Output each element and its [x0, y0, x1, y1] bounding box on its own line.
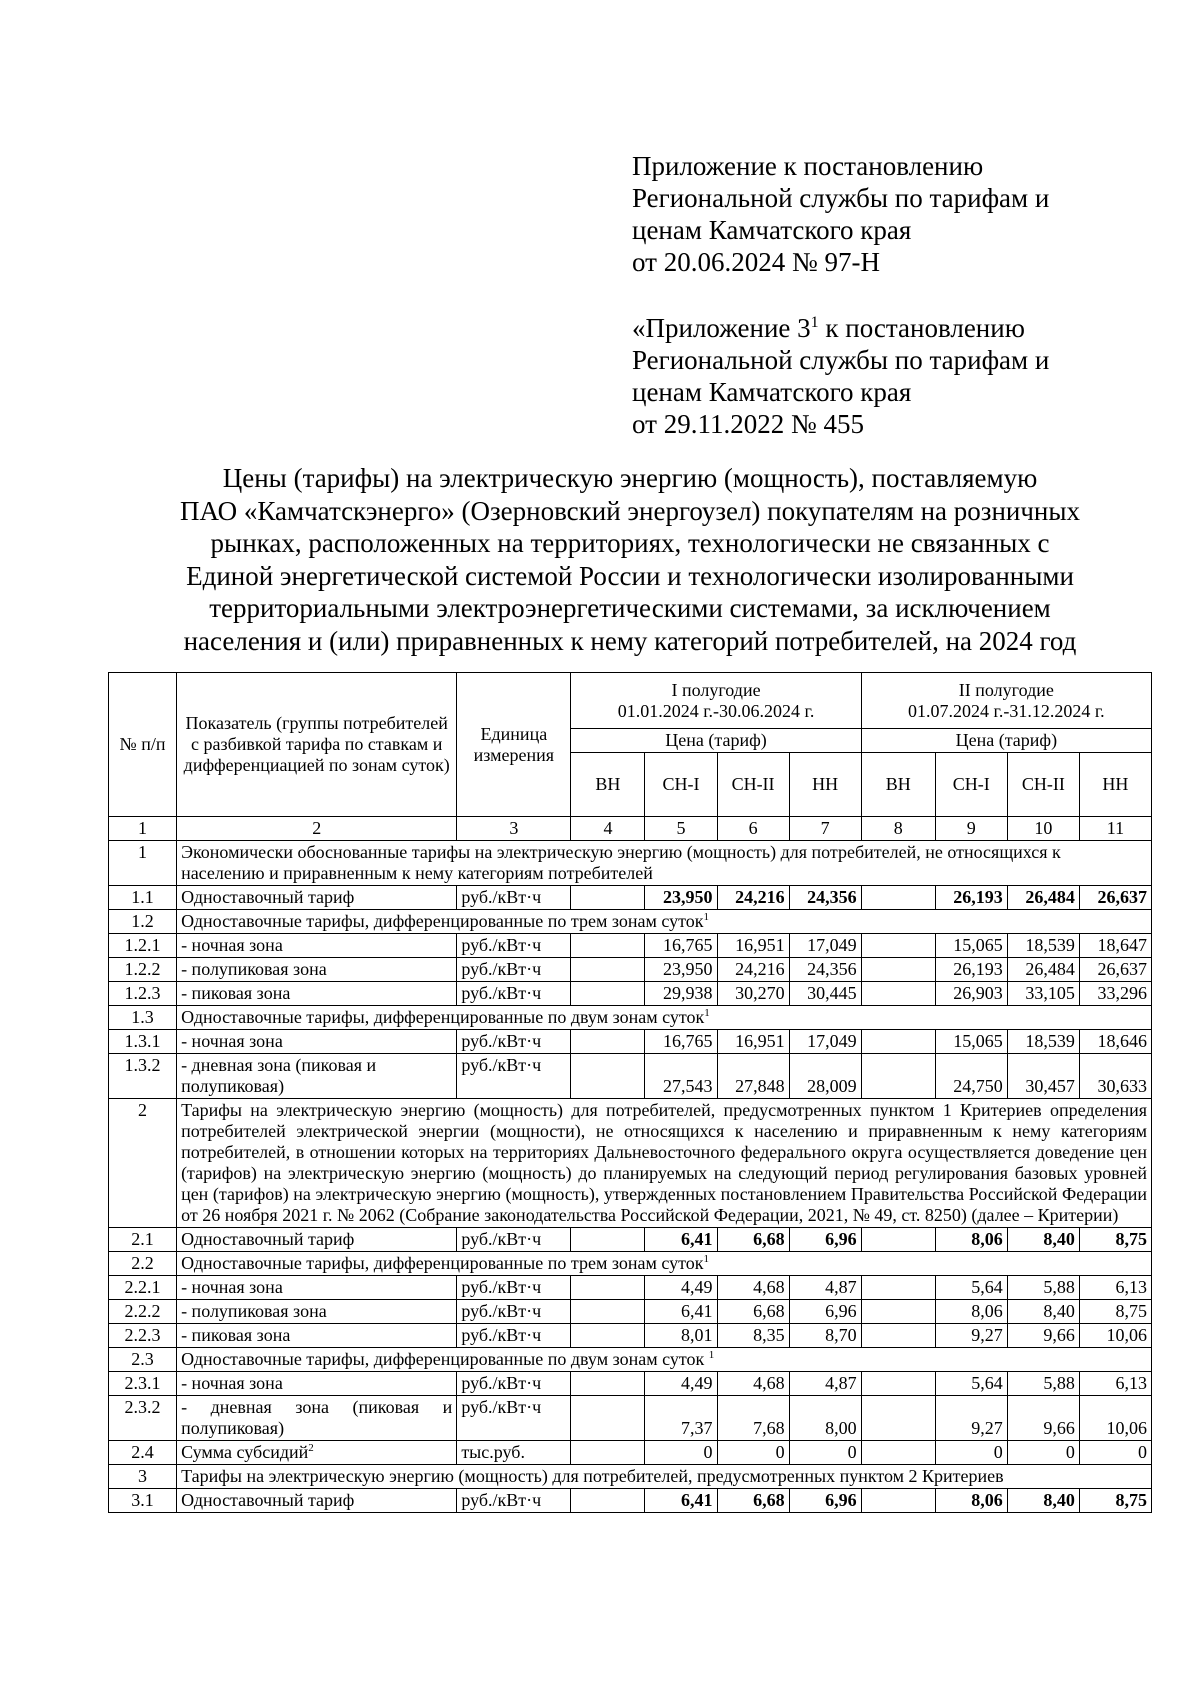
- header-num: № п/п: [109, 673, 177, 817]
- table-row: [109, 1324, 1152, 1348]
- tariff-value: [861, 886, 935, 910]
- tariff-value: 17,049: [789, 934, 861, 958]
- section-title: [177, 1252, 1152, 1276]
- indicator-text: - дневная зона (пиковая и полупиковая): [181, 1055, 377, 1096]
- indicator-text: - ночная зона: [181, 1373, 283, 1393]
- indicator-name: [177, 1324, 457, 1348]
- table-row: [109, 1228, 1152, 1252]
- tariff-value: 6,41: [645, 1300, 717, 1324]
- appendix-superscript: 1: [810, 314, 819, 331]
- tariff-value: 24,750: [935, 1054, 1007, 1099]
- unit-cell: руб./кВт·ч: [457, 1489, 571, 1513]
- indicator-name: [177, 1372, 457, 1396]
- section-title: [177, 841, 1152, 886]
- tariff-value: [571, 958, 645, 982]
- tariff-value: 26,903: [935, 982, 1007, 1006]
- tariff-value: 17,049: [789, 1030, 861, 1054]
- row-number: 2.3: [109, 1348, 177, 1372]
- row-number: 2.1: [109, 1228, 177, 1252]
- tariff-value: [861, 1030, 935, 1054]
- tariff-value: 16,951: [717, 1030, 789, 1054]
- column-number: 8: [861, 817, 935, 841]
- tariff-value: 6,96: [789, 1489, 861, 1513]
- table-row: [109, 1372, 1152, 1396]
- footnote-ref: 2: [308, 1442, 314, 1454]
- tariff-value: 8,70: [789, 1324, 861, 1348]
- tariff-value: 9,27: [935, 1396, 1007, 1441]
- section-title: [177, 1006, 1152, 1030]
- header-sn2: СН-II: [717, 753, 789, 817]
- indicator-name: [177, 1300, 457, 1324]
- tariff-value: 9,27: [935, 1324, 1007, 1348]
- section-text: Тарифы на электрическую энергию (мощность) для потребителей, предусмотренных пунктом 1 Критериев определения потребителей электрической энергии (мощности), не относящихся к населению и приравненным к нему категориям потребителей, в отношении которых на территориях Дальневосточного федерального округа осуществляется доведение цен (тарифов) на электрическую энергию (мощность) до планируемых на следующий период регулирования базовых уровней цен (тарифов) на электрическую энергию (мощность), утвержденных постановлением Правительства Российской Федерации от 26 ноября 2021 г. № 2062 (Собрание законодательства Российской Федерации, 2021, № 49, ст. 8250) (далее – Критерии): [181, 1100, 1147, 1225]
- row-number: 2: [109, 1099, 177, 1228]
- indicator-text: - ночная зона: [181, 935, 283, 955]
- appendix-line: Приложение к постановлению: [632, 151, 984, 181]
- tariff-value: 30,457: [1007, 1054, 1079, 1099]
- half2-title: II полугодие: [958, 679, 1054, 700]
- row-number: 3.1: [109, 1489, 177, 1513]
- table-row: [109, 1276, 1152, 1300]
- column-number: 4: [571, 817, 645, 841]
- row-number: 3: [109, 1465, 177, 1489]
- row-number: 2.4: [109, 1441, 177, 1465]
- footnote-ref: 1: [704, 1007, 710, 1019]
- tariff-value: 7,68: [717, 1396, 789, 1441]
- unit-cell: руб./кВт·ч: [457, 1396, 571, 1441]
- header-sn1: СН-I: [645, 753, 717, 817]
- tariff-value: 5,64: [935, 1372, 1007, 1396]
- appendix-text: к постановлению: [818, 313, 1025, 343]
- table-row: [109, 934, 1152, 958]
- header-price-1: Цена (тариф): [571, 729, 861, 753]
- row-number: 1.2: [109, 910, 177, 934]
- unit-cell: руб./кВт·ч: [457, 886, 571, 910]
- tariff-value: [571, 1441, 645, 1465]
- tariff-value: 7,37: [645, 1396, 717, 1441]
- row-number: 2.2: [109, 1252, 177, 1276]
- section-row: [109, 841, 1152, 886]
- tariff-value: [861, 1228, 935, 1252]
- footnote-ref: 1: [708, 1349, 715, 1361]
- column-number: 9: [935, 817, 1007, 841]
- tariff-value: 8,06: [935, 1228, 1007, 1252]
- tariff-value: 6,13: [1079, 1372, 1151, 1396]
- tariff-value: 10,06: [1079, 1396, 1151, 1441]
- row-number: 2.3.2: [109, 1396, 177, 1441]
- row-number: 1.3.1: [109, 1030, 177, 1054]
- unit-cell: руб./кВт·ч: [457, 1054, 571, 1099]
- tariff-value: 6,68: [717, 1300, 789, 1324]
- section-title: [177, 910, 1152, 934]
- indicator-text: - ночная зона: [181, 1277, 283, 1297]
- tariff-value: 33,296: [1079, 982, 1151, 1006]
- header-half1: [571, 673, 861, 729]
- tariff-value: 6,13: [1079, 1276, 1151, 1300]
- tariff-value: 30,633: [1079, 1054, 1151, 1099]
- tariff-value: 0: [717, 1441, 789, 1465]
- appendix-line: от 29.11.2022 № 455: [632, 409, 864, 439]
- tariff-value: [571, 1372, 645, 1396]
- tariff-value: [571, 1228, 645, 1252]
- header-price-2: Цена (тариф): [861, 729, 1151, 753]
- tariff-value: 6,68: [717, 1228, 789, 1252]
- tariff-value: 6,68: [717, 1489, 789, 1513]
- tariff-value: 26,193: [935, 886, 1007, 910]
- tariff-value: [571, 886, 645, 910]
- tariff-value: 5,88: [1007, 1372, 1079, 1396]
- header-unit: Единица измерения: [457, 673, 571, 817]
- indicator-name: [177, 1441, 457, 1465]
- header-sn1: СН-I: [935, 753, 1007, 817]
- tariff-value: [571, 934, 645, 958]
- header-vn: ВН: [571, 753, 645, 817]
- tariff-value: 4,49: [645, 1372, 717, 1396]
- tariff-value: [571, 1030, 645, 1054]
- indicator-name: [177, 1276, 457, 1300]
- tariff-value: 18,646: [1079, 1030, 1151, 1054]
- row-number: 2.2.1: [109, 1276, 177, 1300]
- tariff-value: 6,41: [645, 1489, 717, 1513]
- section-row: [109, 1006, 1152, 1030]
- column-number: 3: [457, 817, 571, 841]
- section-row: [109, 1099, 1152, 1228]
- header-indicator: Показатель (группы потребителей с разбивкой тарифа по ставкам и дифференциацией по зонам суток): [177, 673, 457, 817]
- table-row: [109, 1489, 1152, 1513]
- title-line: Единой энергетической системой России и технологически изолированными: [186, 560, 1074, 591]
- row-number: 1.3.2: [109, 1054, 177, 1099]
- section-text: Одноставочные тарифы, дифференцированные по двум зонам суток: [181, 1007, 705, 1027]
- tariff-value: 4,68: [717, 1372, 789, 1396]
- half1-period: 01.01.2024 г.-30.06.2024 г.: [617, 700, 815, 721]
- column-number: 6: [717, 817, 789, 841]
- indicator-text: Одноставочный тариф: [181, 887, 355, 907]
- tariff-value: [861, 1396, 935, 1441]
- appendix-header-original: [632, 312, 1049, 440]
- tariff-value: [571, 1054, 645, 1099]
- title-line: Цены (тарифы) на электрическую энергию (мощность), поставляемую: [222, 463, 1038, 493]
- tariff-value: [861, 1441, 935, 1465]
- table-row: [109, 1300, 1152, 1324]
- unit-cell: руб./кВт·ч: [457, 982, 571, 1006]
- section-row: [109, 910, 1152, 934]
- row-number: 1.2.3: [109, 982, 177, 1006]
- row-number: 1.2.2: [109, 958, 177, 982]
- tariff-value: 10,06: [1079, 1324, 1151, 1348]
- tariff-value: 26,484: [1007, 958, 1079, 982]
- indicator-text: - пиковая зона: [181, 1325, 291, 1345]
- tariff-value: 8,00: [789, 1396, 861, 1441]
- tariff-value: [571, 1489, 645, 1513]
- column-number: 10: [1007, 817, 1079, 841]
- header-half2: [861, 673, 1151, 729]
- appendix-line: ценам Камчатского края: [632, 215, 912, 245]
- appendix-line: Региональной службы по тарифам и: [632, 183, 1050, 213]
- section-text: Одноставочные тарифы, дифференцированные по трем зонам суток: [181, 1253, 704, 1273]
- tariff-value: [571, 1324, 645, 1348]
- section-text: Одноставочные тарифы, дифференцированные по двум зонам суток: [181, 1349, 709, 1369]
- tariff-value: 26,637: [1079, 886, 1151, 910]
- footnote-ref: 1: [703, 911, 710, 923]
- indicator-text: - дневная зона (пиковая и полупиковая): [181, 1397, 453, 1438]
- unit-cell: руб./кВт·ч: [457, 1030, 571, 1054]
- tariff-value: 6,96: [789, 1300, 861, 1324]
- appendix-line: ценам Камчатского края: [632, 377, 912, 407]
- table-row: [109, 958, 1152, 982]
- tariff-value: 5,88: [1007, 1276, 1079, 1300]
- tariff-value: 8,40: [1007, 1489, 1079, 1513]
- indicator-name: [177, 886, 457, 910]
- tariff-value: 30,445: [789, 982, 861, 1006]
- tariff-value: 6,41: [645, 1228, 717, 1252]
- tariff-value: 24,216: [717, 958, 789, 982]
- tariff-value: 16,765: [645, 1030, 717, 1054]
- tariff-value: [861, 1489, 935, 1513]
- row-number: 2.2.3: [109, 1324, 177, 1348]
- tariff-value: 18,647: [1079, 934, 1151, 958]
- tariff-value: 8,75: [1079, 1300, 1151, 1324]
- row-number: 2.2.2: [109, 1300, 177, 1324]
- tariff-value: 27,543: [645, 1054, 717, 1099]
- row-number: 2.3.1: [109, 1372, 177, 1396]
- tariff-value: 5,64: [935, 1276, 1007, 1300]
- indicator-text: - полупиковая зона: [181, 959, 327, 979]
- tariff-value: 15,065: [935, 934, 1007, 958]
- tariff-value: 23,950: [645, 886, 717, 910]
- row-number: 1.2.1: [109, 934, 177, 958]
- header-sn2: СН-II: [1007, 753, 1079, 817]
- section-title: [177, 1465, 1152, 1489]
- appendix-header-current: [632, 150, 1049, 278]
- tariff-value: 26,193: [935, 958, 1007, 982]
- tariff-value: [571, 1396, 645, 1441]
- tariff-value: 15,065: [935, 1030, 1007, 1054]
- tariff-value: 24,356: [789, 886, 861, 910]
- section-text: Тарифы на электрическую энергию (мощность) для потребителей, предусмотренных пунктом 2 Критериев: [181, 1466, 1004, 1486]
- section-text: Одноставочные тарифы, дифференцированные по трем зонам суток: [181, 911, 704, 931]
- column-number: 2: [177, 817, 457, 841]
- footnote-ref: 1: [703, 1253, 710, 1265]
- tariff-value: 0: [1007, 1441, 1079, 1465]
- tariff-value: 16,951: [717, 934, 789, 958]
- half1-title: I полугодие: [671, 679, 761, 700]
- header-nn: НН: [1079, 753, 1151, 817]
- indicator-text: Сумма субсидий: [181, 1442, 309, 1462]
- tariff-value: 29,938: [645, 982, 717, 1006]
- appendix-line: от 20.06.2024 № 97-Н: [632, 247, 880, 277]
- tariff-value: 4,87: [789, 1276, 861, 1300]
- tariff-value: 26,637: [1079, 958, 1151, 982]
- tariff-value: 8,75: [1079, 1489, 1151, 1513]
- tariff-value: 8,35: [717, 1324, 789, 1348]
- appendix-text: «Приложение 3: [632, 313, 811, 343]
- column-number-row: [109, 817, 1152, 841]
- title-line: населения и (или) приравненных к нему категорий потребителей, на 2024 год: [183, 625, 1077, 656]
- row-number: 1.3: [109, 1006, 177, 1030]
- indicator-text: - пиковая зона: [181, 983, 291, 1003]
- tariff-value: [861, 1054, 935, 1099]
- table-row: [109, 1030, 1152, 1054]
- column-number: 1: [109, 817, 177, 841]
- tariff-value: [861, 958, 935, 982]
- indicator-name: [177, 958, 457, 982]
- tariff-value: 9,66: [1007, 1324, 1079, 1348]
- tariff-value: 8,40: [1007, 1300, 1079, 1324]
- tariff-value: 26,484: [1007, 886, 1079, 910]
- tariff-value: 8,40: [1007, 1228, 1079, 1252]
- tariff-value: [861, 1276, 935, 1300]
- title-line: рынках, расположенных на территориях, технологически не связанных с: [210, 528, 1050, 558]
- section-title: [177, 1348, 1152, 1372]
- unit-cell: руб./кВт·ч: [457, 934, 571, 958]
- indicator-text: - ночная зона: [181, 1031, 283, 1051]
- tariff-value: [861, 1372, 935, 1396]
- tariff-value: 0: [789, 1441, 861, 1465]
- tariff-value: [571, 1300, 645, 1324]
- tariff-value: [861, 1300, 935, 1324]
- half2-period: 01.07.2024 г.-31.12.2024 г.: [907, 700, 1105, 721]
- indicator-text: Одноставочный тариф: [181, 1229, 355, 1249]
- table-row: [109, 1054, 1152, 1099]
- indicator-name: [177, 934, 457, 958]
- unit-cell: руб./кВт·ч: [457, 1372, 571, 1396]
- tariff-value: [571, 982, 645, 1006]
- appendix-line: Региональной службы по тарифам и: [632, 345, 1050, 375]
- tariff-value: 9,66: [1007, 1396, 1079, 1441]
- title-line: территориальными электроэнергетическими системами, за исключением: [209, 593, 1051, 623]
- section-text: Экономически обоснованные тарифы на электрическую энергию (мощность) для потребителей, не относящихся к населению и приравненным к нему категориям потребителей: [181, 842, 1061, 883]
- tariff-value: [571, 1276, 645, 1300]
- table-row: [109, 1441, 1152, 1465]
- row-number: 1.1: [109, 886, 177, 910]
- tariff-value: [861, 934, 935, 958]
- section-title: [177, 1099, 1152, 1228]
- row-number: 1: [109, 841, 177, 886]
- table-row: [109, 982, 1152, 1006]
- unit-cell: руб./кВт·ч: [457, 1324, 571, 1348]
- indicator-text: Одноставочный тариф: [181, 1490, 355, 1510]
- unit-cell: руб./кВт·ч: [457, 1276, 571, 1300]
- section-row: [109, 1348, 1152, 1372]
- tariff-value: 8,75: [1079, 1228, 1151, 1252]
- tariff-value: 8,06: [935, 1489, 1007, 1513]
- tariff-value: 0: [935, 1441, 1007, 1465]
- tariff-table: [108, 672, 1152, 1513]
- unit-cell: руб./кВт·ч: [457, 958, 571, 982]
- tariff-value: 0: [645, 1441, 717, 1465]
- indicator-name: [177, 982, 457, 1006]
- column-number: 11: [1079, 817, 1151, 841]
- indicator-name: [177, 1396, 457, 1441]
- unit-cell: тыс.руб.: [457, 1441, 571, 1465]
- indicator-name: [177, 1489, 457, 1513]
- column-number: 7: [789, 817, 861, 841]
- tariff-value: 6,96: [789, 1228, 861, 1252]
- indicator-name: [177, 1228, 457, 1252]
- tariff-value: 23,950: [645, 958, 717, 982]
- tariff-value: 4,49: [645, 1276, 717, 1300]
- tariff-value: 0: [1079, 1441, 1151, 1465]
- tariff-value: [861, 1324, 935, 1348]
- tariff-value: 24,356: [789, 958, 861, 982]
- tariff-value: 24,216: [717, 886, 789, 910]
- indicator-name: [177, 1054, 457, 1099]
- title-line: ПАО «Камчатскэнерго» (Озерновский энергоузел) покупателям на розничных: [179, 495, 1081, 526]
- header-nn: НН: [789, 753, 861, 817]
- tariff-value: 18,539: [1007, 1030, 1079, 1054]
- section-row: [109, 1252, 1152, 1276]
- section-row: [109, 1465, 1152, 1489]
- indicator-text: - полупиковая зона: [181, 1301, 327, 1321]
- tariff-value: 33,105: [1007, 982, 1079, 1006]
- tariff-value: 8,01: [645, 1324, 717, 1348]
- column-number: 5: [645, 817, 717, 841]
- document-title: [100, 462, 1160, 657]
- tariff-value: 4,68: [717, 1276, 789, 1300]
- table-row: [109, 1396, 1152, 1441]
- table-row: [109, 886, 1152, 910]
- tariff-value: 18,539: [1007, 934, 1079, 958]
- header-vn: ВН: [861, 753, 935, 817]
- tariff-value: 30,270: [717, 982, 789, 1006]
- tariff-value: 16,765: [645, 934, 717, 958]
- indicator-name: [177, 1030, 457, 1054]
- tariff-value: [861, 982, 935, 1006]
- unit-cell: руб./кВт·ч: [457, 1228, 571, 1252]
- tariff-value: 4,87: [789, 1372, 861, 1396]
- tariff-value: 27,848: [717, 1054, 789, 1099]
- unit-cell: руб./кВт·ч: [457, 1300, 571, 1324]
- tariff-value: 28,009: [789, 1054, 861, 1099]
- tariff-value: 8,06: [935, 1300, 1007, 1324]
- appendix-line: [632, 312, 1049, 344]
